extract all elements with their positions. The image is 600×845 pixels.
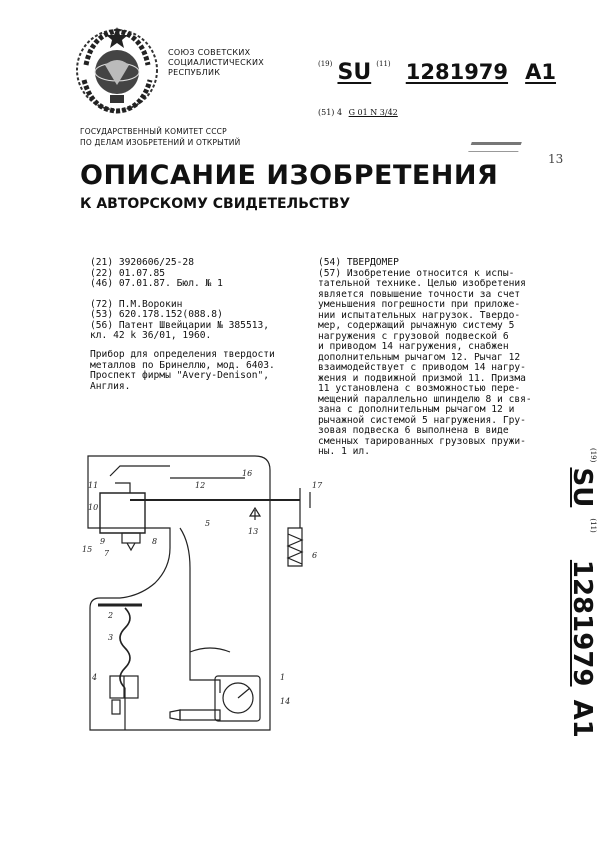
biblio-line: кл. 42 k 36/01, 1960.: [90, 330, 212, 341]
committee: [80, 126, 240, 148]
patent-num-code: (11): [376, 60, 391, 68]
biblio-line: (46) 07.01.87. Бюл. № 1: [90, 278, 223, 289]
biblio-line: (53) 620.178.152(088.8): [90, 309, 223, 320]
reference-line: Прибор для определения твердости: [90, 349, 275, 360]
patent-kind: A1: [525, 60, 557, 84]
document-subtitle: К АВТОРСКОМУ СВИДЕТЕЛЬСТВУ: [80, 196, 351, 212]
drawing-label: 12: [195, 481, 206, 490]
drawing-label: 14: [280, 697, 291, 706]
patent-number: 1281979: [405, 60, 509, 84]
side-number-num: (11): [589, 518, 597, 533]
country-code: SU: [337, 60, 372, 85]
side-country: SU: [567, 467, 597, 508]
reference-text: [90, 350, 305, 392]
abstract-line: уменьшения погрешности при приложе-: [318, 299, 521, 310]
ussr-line-2: СОЦИАЛИСТИЧЕСКИХ: [168, 58, 265, 67]
document-title: ОПИСАНИЕ ИЗОБРЕТЕНИЯ: [80, 160, 499, 191]
library-stamp: [468, 142, 522, 152]
biblio-line: (21) 3920606/25-28: [90, 257, 194, 268]
ussr-line-1: СОЮЗ СОВЕТСКИХ: [168, 48, 251, 57]
publication-number: [318, 60, 556, 85]
side-country-num: (19): [589, 448, 597, 463]
abstract-line: тательной технике. Целью изобретения: [318, 278, 526, 289]
abstract: [318, 258, 568, 458]
hardness-tester-drawing: [70, 448, 330, 748]
reference-line: Англия.: [90, 380, 131, 392]
drawing-label: 4: [92, 673, 98, 682]
biblio-line: (56) Патент Швейцарии № 385513,: [90, 319, 270, 331]
drawing-label: 5: [205, 519, 211, 528]
abstract-line: мещений параллельно шпинделю 8 и свя-: [318, 393, 532, 405]
drawing-label: 1: [280, 673, 286, 682]
abstract-line: (57) Изобретение относится к испы-: [318, 267, 515, 279]
abstract-line: мер, содержащий рычажную систему 5: [318, 320, 515, 331]
abstract-line: нагружения с грузовой подвеской 6: [318, 330, 509, 342]
drawing-label: 11: [88, 481, 99, 490]
drawing-label: 8: [152, 537, 158, 546]
drawing-label: 17: [312, 481, 323, 490]
bibliographic-data: [90, 258, 302, 342]
reference-line: металлов по Бринеллю, мод. 6403.: [90, 359, 275, 371]
ussr-name: [168, 48, 264, 78]
frame-inner: [180, 528, 220, 693]
abstract-line: сменных тарированных грузовых пружи-: [318, 435, 526, 447]
drawing-label: 10: [88, 503, 99, 512]
drawing-label: 15: [82, 545, 93, 554]
ussr-line-3: РЕСПУБЛИК: [168, 68, 221, 77]
drawing-label: 9: [100, 537, 106, 546]
abstract-line: 11 установлена с возможностью пере-: [318, 383, 521, 394]
drawing-label: 6: [312, 551, 318, 560]
committee-line-2: ПО ДЕЛАМ ИЗОБРЕТЕНИЙ И ОТКРЫТИЙ: [80, 138, 241, 147]
drawing-label: 16: [242, 469, 253, 478]
biblio-line: (72) П.М.Ворокин: [90, 298, 183, 310]
ipc-classification: [318, 108, 398, 117]
abstract-line: дополнительным рычагом 12. Рычаг 12: [318, 351, 521, 363]
abstract-line: рычажной системой 5 нагружения. Гру-: [318, 414, 526, 426]
abstract-line: взаимодействует с приводом 14 нагру-: [318, 362, 526, 373]
abstract-line: жения и подвижной призмой 11. Призма: [318, 372, 526, 384]
abstract-line: зана с дополнительным рычагом 12 и: [318, 404, 515, 415]
reference-line: Проспект фирмы "Avery-Denison",: [90, 370, 270, 381]
ipc-code: G 01 N 3/42: [348, 108, 398, 117]
ussr-emblem: [72, 25, 162, 115]
abstract-line: ны. 1 ил.: [318, 446, 370, 457]
abstract-line: (54) ТВЕРДОМЕР: [318, 257, 399, 268]
abstract-line: и приводом 14 нагружения, снабжен: [318, 341, 509, 352]
slip-mark: 13: [548, 152, 564, 166]
abstract-line: является повышение точности за счет: [318, 288, 521, 300]
side-number: 1281979: [567, 559, 597, 687]
drawing-label: 3: [108, 633, 114, 642]
abstract-line: зовая подвеска 6 выполнена в виде: [318, 425, 509, 436]
abstract-line: нии испытательных нагрузок. Твердо-: [318, 309, 521, 321]
drawing-label: 7: [104, 549, 110, 558]
frame-outline: [88, 456, 270, 730]
biblio-line: (22) 01.07.85: [90, 267, 166, 279]
committee-line-1: ГОСУДАРСТВЕННЫЙ КОМИТЕТ СССР: [80, 127, 227, 136]
ipc-num: (51) 4: [318, 108, 343, 117]
side-patent-label: [545, 448, 597, 738]
drawing-label: 13: [248, 527, 259, 536]
country-code-num: (19): [318, 60, 333, 68]
side-kind: A1: [567, 699, 597, 738]
drawing-label: 2: [108, 611, 114, 620]
